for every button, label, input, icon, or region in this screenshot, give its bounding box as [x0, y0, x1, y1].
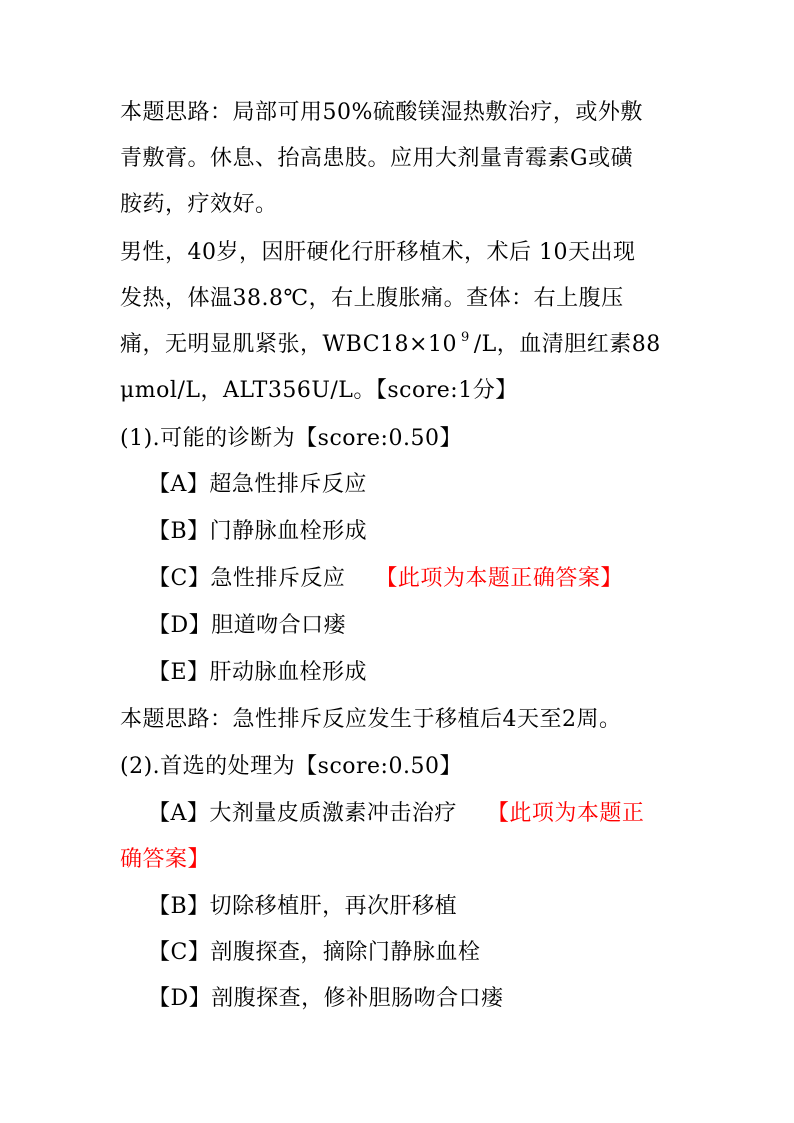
case-description-line-4: μmol/L，ALT356U/L。【score:1分】	[120, 378, 518, 403]
case-description-line-3	[120, 330, 661, 363]
question-1-option-d: 【D】胆道吻合口瘘	[148, 613, 347, 638]
question-2-stem: (2).首选的处理为【score:0.50】	[120, 754, 462, 779]
question-2-option-b: 【B】切除移植肝，再次肝移植	[148, 894, 458, 919]
case-description-line-1: 男性，40岁，因肝硬化行肝移植术，术后 10天出现	[120, 240, 636, 265]
question-2-option-c: 【C】剖腹探查，摘除门静脉血栓	[148, 940, 481, 965]
case-line-3-before-exponent: 痛，无明显肌紧张，WBC18×10	[120, 332, 457, 357]
question-1-stem: (1).可能的诊断为【score:0.50】	[120, 426, 462, 451]
exponent: 9	[460, 330, 470, 345]
question-2-option-d: 【D】剖腹探查，修补胆肠吻合口瘘	[148, 986, 504, 1011]
question-1-option-b: 【B】门静脉血栓形成	[148, 519, 368, 544]
case-description-line-2: 发热，体温38.8℃，右上腹胀痛。查体：右上腹压	[120, 286, 624, 311]
question-1-option-a: 【A】超急性排斥反应	[148, 472, 367, 497]
previous-analysis-line-2: 青敷膏。休息、抬高患肢。应用大剂量青霉素G或磺	[120, 146, 634, 171]
option-a-text: 【A】大剂量皮质激素冲击治疗	[148, 801, 457, 826]
question-2-option-a	[148, 799, 644, 829]
question-1-analysis: 本题思路：急性排斥反应发生于移植后4天至2周。	[120, 707, 622, 732]
correct-answer-mark: 【此项为本题正确答案】	[375, 566, 623, 591]
correct-answer-mark-continuation: 确答案】	[120, 847, 211, 872]
previous-analysis-line-1: 本题思路：局部可用50%硫酸镁湿热敷治疗，或外敷	[120, 100, 643, 125]
case-line-3-after-exponent: /L，血清胆红素88	[473, 332, 661, 357]
question-1-option-c	[148, 564, 623, 594]
correct-answer-mark: 【此项为本题正	[486, 801, 645, 826]
option-c-text: 【C】急性排斥反应	[148, 566, 346, 591]
question-1-option-e: 【E】肝动脉血栓形成	[148, 660, 368, 685]
previous-analysis-line-3: 胺药，疗效好。	[120, 192, 278, 217]
